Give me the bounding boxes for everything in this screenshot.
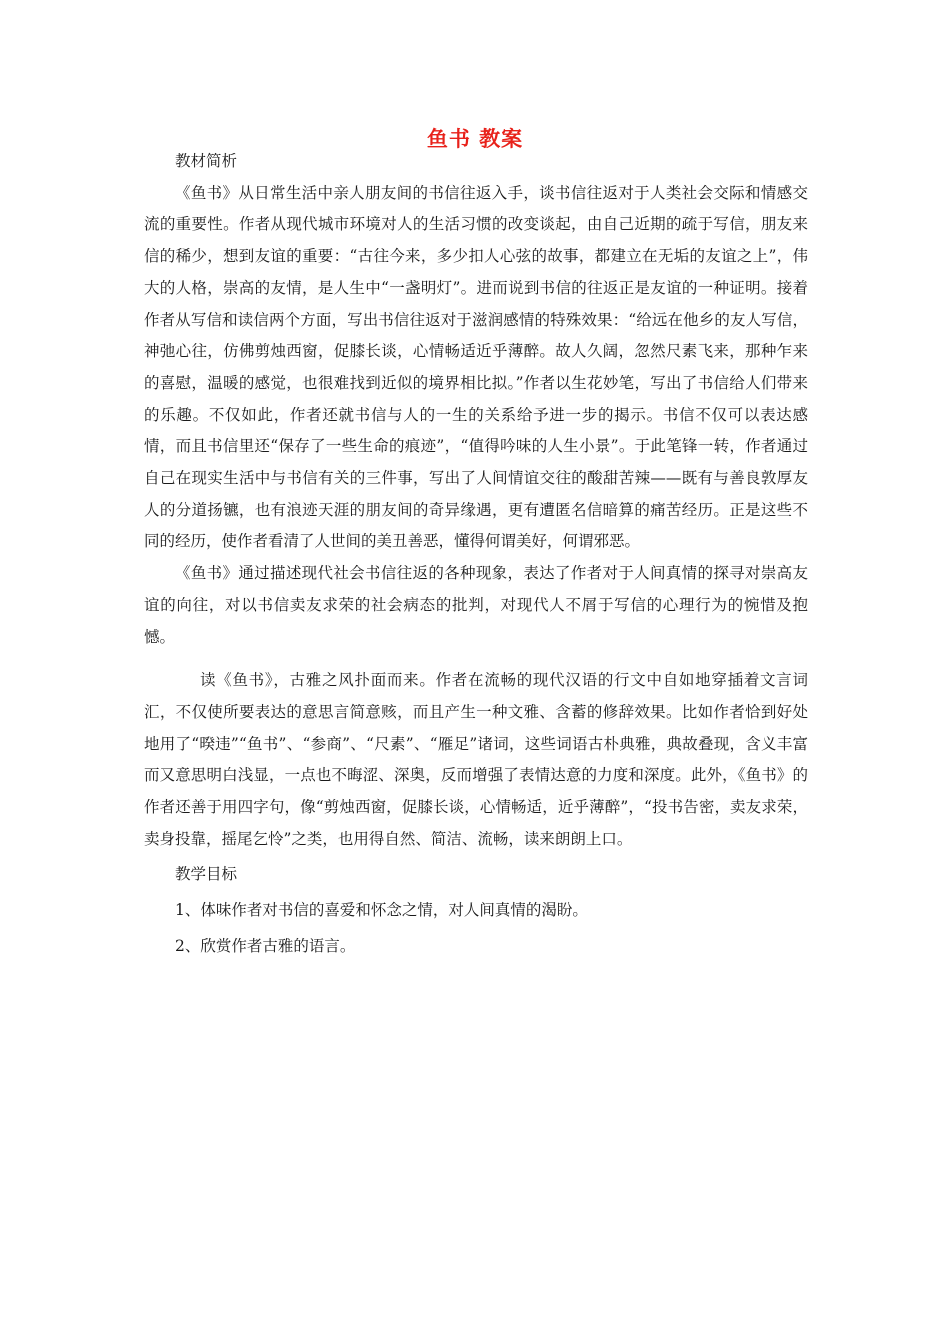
document-body bbox=[144, 146, 808, 963]
paragraph-3: 读《鱼书》，古雅之风扑面而来。作者在流畅的现代汉语的行文中自如地穿插着文言词汇，不仅使所要表达的意思言简意赅，而且产生一种文雅、含蓄的修辞效果。比如作者恰到好处地用了“暌违”“鱼书”、“参商”、“尺素”、“雁足”诸词，这些词语古朴典雅，典故叠现，含义丰富而又意思明白浅显，一点也不晦涩、深奥，反而增强了表情达意的力度和深度。此外，《鱼书》的作者还善于用四字句，像“剪烛西窗，促膝长谈，心情畅适，近乎薄醉”，“投书告密，卖友求荣，卖身投靠，摇尾乞怜”之类，也用得自然、简洁、流畅，读来朗朗上口。 bbox=[144, 671, 808, 848]
document-title: 鱼书 教案 bbox=[426, 126, 524, 151]
goal-item-2: 2、欣赏作者古雅的语言。 bbox=[175, 936, 356, 955]
section-heading-analysis: 教材简析 bbox=[175, 152, 238, 170]
paragraph-2: 《鱼书》通过描述现代社会书信往返的各种现象，表达了作者对于人间真情的探寻对崇高友谊的向往，对以书信卖友求荣的社会病态的批判，对现代人不屑于写信的心理行为的惋惜及抱憾。 bbox=[144, 564, 808, 646]
goal-item-1: 1、体味作者对书信的喜爱和怀念之情，对人间真情的渴盼。 bbox=[175, 901, 588, 920]
paragraph-1: 《鱼书》从日常生活中亲人朋友间的书信往返入手，谈书信往返对于人类社会交际和情感交流的重要性。作者从现代城市环境对人的生活习惯的改变谈起，由自己近期的疏于写信，朋友来信的稀少，想到友谊的重要：“古往今来，多少扣人心弦的故事，都建立在无垢的友谊之上”，伟大的人格，崇高的友情，是人生中“一盏明灯”。进而说到书信的往返正是友谊的一种证明。接着作者从写信和读信两个方面，写出书信往返对于滋润感情的特殊效果：“给远在他乡的友人写信，神弛心往，仿佛剪烛西窗，促膝长谈，心情畅适近乎薄醉。故人久阔，忽然尺素飞来，那种乍来的喜慰，温暖的感觉，也很难找到近似的境界相比拟。”作者以生花妙笔，写出了书信给人们带来的乐趣。不仅如此，作者还就书信与人的一生的关系给予进一步的揭示。书信不仅可以表达感情，而且书信里还“保存了一些生命的痕迹”，“值得吟味的人生小景”。于此笔锋一转，作者通过自己在现实生活中与书信有关的三件事，写出了人间情谊交往的酸甜苦辣——既有与善良敦厚友人的分道扬镳，也有浪迹天涯的朋友间的奇异缘遇，更有遭匿名信暗算的痛苦经历。正是这些不同的经历，使作者看清了人世间的美丑善恶，懂得何谓美好，何谓邪恶。 bbox=[144, 183, 808, 551]
section-heading-goals: 教学目标 bbox=[175, 865, 238, 884]
